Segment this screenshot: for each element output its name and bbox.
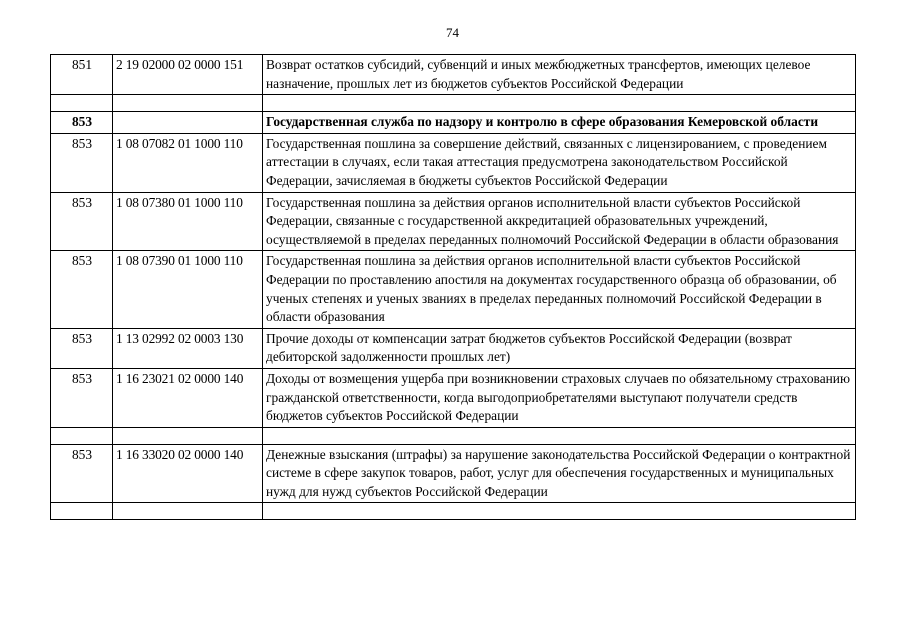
admin-code-cell: 853 [51, 444, 113, 503]
admin-code-cell: 853 [51, 133, 113, 192]
spacer-cell [113, 503, 263, 520]
table-row [51, 444, 856, 503]
revenue-name-cell: Возврат остатков субсидий, субвенций и иных межбюджетных трансфертов, имеющих целевое назначение, прошлых лет из бюджетов субъектов Российской Федерации [263, 55, 856, 95]
spacer-cell [51, 427, 113, 444]
revenue-name-cell: Государственная пошлина за действия органов исполнительной власти субъектов Российской Федерации, связанные с государственной аккредитацией образовательных учреждений, осуществляемой в пределах переданных полномочий Российской Федерации в области образования [263, 192, 856, 251]
revenue-name-cell: Государственная пошлина за действия органов исполнительной власти субъектов Российской Федерации по проставлению апостиля на документах государственного образца об образовании, об ученых степенях и ученых званиях в пределах переданных полномочий Российской Федерации в области образования [263, 251, 856, 328]
spacer-cell [263, 95, 856, 112]
admin-code-cell: 853 [51, 251, 113, 328]
table-row [51, 368, 856, 427]
table-spacer-row [51, 95, 856, 112]
revenue-name-cell: Доходы от возмещения ущерба при возникновении страховых случаев по обязательному страхованию гражданской ответственности, когда выгодоприобретателями выступают получатели средств бюджетов субъектов Российской Федерации [263, 368, 856, 427]
table-spacer-row [51, 427, 856, 444]
table-row [51, 55, 856, 95]
spacer-cell [51, 503, 113, 520]
table-row [51, 133, 856, 192]
spacer-cell [51, 95, 113, 112]
revenue-code-cell: 2 19 02000 02 0000 151 [113, 55, 263, 95]
table-row [51, 251, 856, 328]
table-row [51, 192, 856, 251]
page-number: 74 [446, 25, 459, 40]
revenue-code-cell [113, 112, 263, 134]
revenue-code-cell: 1 16 23021 02 0000 140 [113, 368, 263, 427]
spacer-cell [113, 95, 263, 112]
revenue-code-cell: 1 13 02992 02 0003 130 [113, 328, 263, 368]
revenue-name-cell: Государственная пошлина за совершение действий, связанных с лицензированием, с проведением аттестации в случаях, если такая аттестация предусмотрена законодательством Российской Федерации, зачисляемая в бюджеты субъектов Российской Федерации [263, 133, 856, 192]
administrator-header-row [51, 112, 856, 134]
revenue-codes-table [50, 54, 856, 520]
revenue-name-cell: Прочие доходы от компенсации затрат бюджетов субъектов Российской Федерации (возврат дебиторской задолженности прошлых лет) [263, 328, 856, 368]
administrator-name-cell: Государственная служба по надзору и контролю в сфере образования Кемеровской области [263, 112, 856, 134]
admin-code-cell: 853 [51, 328, 113, 368]
admin-code-cell: 853 [51, 192, 113, 251]
admin-code-cell: 851 [51, 55, 113, 95]
revenue-name-cell: Денежные взыскания (штрафы) за нарушение законодательства Российской Федерации о контрактной системе в сфере закупок товаров, работ, услуг для обеспечения государственных и муниципальных нужд для нужд субъектов Российской Федерации [263, 444, 856, 503]
admin-code-cell: 853 [51, 112, 113, 134]
revenue-code-cell: 1 16 33020 02 0000 140 [113, 444, 263, 503]
table-row [51, 328, 856, 368]
revenue-code-cell: 1 08 07082 01 1000 110 [113, 133, 263, 192]
admin-code-cell: 853 [51, 368, 113, 427]
spacer-cell [263, 503, 856, 520]
revenue-code-cell: 1 08 07390 01 1000 110 [113, 251, 263, 328]
revenue-code-cell: 1 08 07380 01 1000 110 [113, 192, 263, 251]
table-spacer-row [51, 503, 856, 520]
spacer-cell [263, 427, 856, 444]
spacer-cell [113, 427, 263, 444]
